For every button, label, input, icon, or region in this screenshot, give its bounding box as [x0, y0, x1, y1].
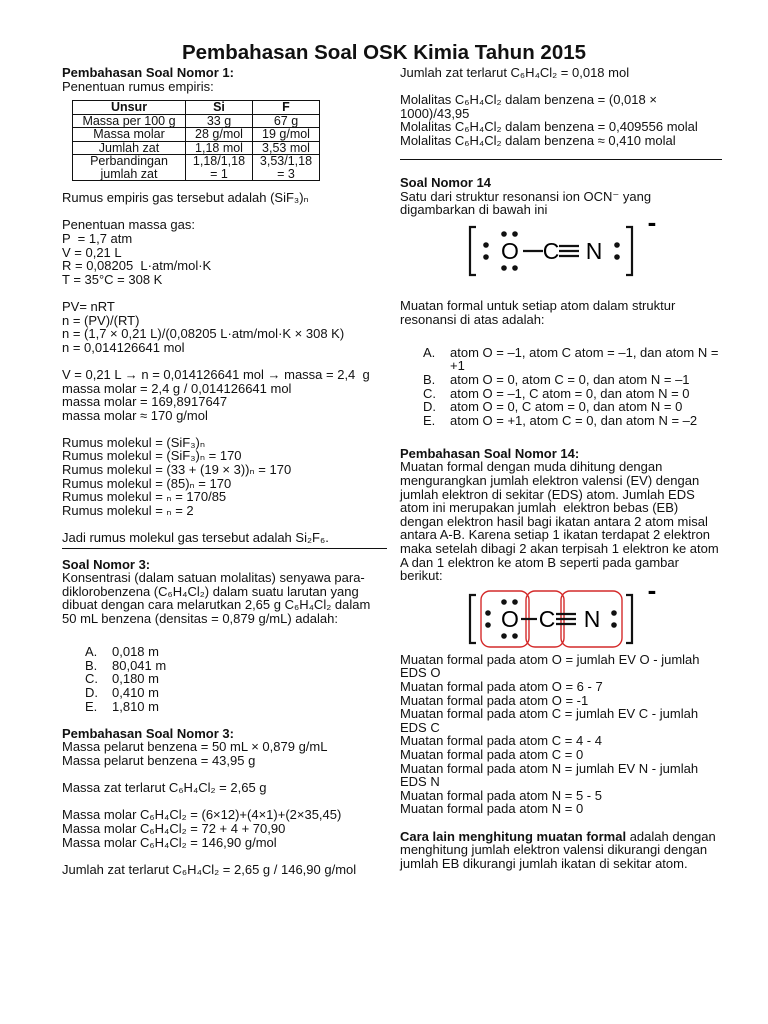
table-header: F [253, 101, 320, 115]
molality-line: Molalitas C₆H₄Cl₂ dalam benzena ≈ 0,410 molal [400, 132, 676, 148]
atom-n: N [583, 605, 601, 632]
molecule-line: Rumus molekul = (33 + (19 × 3))ₙ = 170 [62, 462, 292, 478]
section-divider [62, 548, 387, 549]
left-column [62, 66, 387, 876]
table-row [73, 141, 320, 155]
formal-charge-line: Muatan formal pada atom C = 4 - 4 [400, 733, 602, 749]
charge-sign: - [647, 584, 657, 605]
lewis-structure-boxed [400, 585, 722, 653]
atom-o: O [501, 605, 519, 632]
solution-line: Massa pelarut benzena = 50 mL × 0,879 g/mL [62, 739, 328, 755]
solution-line: Massa zat terlarut C₆H₄Cl₂ = 2,65 g [62, 780, 267, 796]
conclusion-text: Jadi rumus molekul gas tersebut adalah Si₂F₆. [62, 530, 329, 546]
table-header: Si [186, 101, 253, 115]
table-row [73, 114, 320, 128]
heading-pembahasan-14: Pembahasan Soal Nomor 14: [400, 445, 580, 461]
gas-line: R = 0,08205 L·atm/mol·K [62, 258, 212, 274]
gas-line: V = 0,21 L [62, 244, 122, 260]
formal-charge-line: Muatan formal pada atom C = 0 [400, 746, 584, 762]
molecule-line: Rumus molekul = ₙ = 2 [62, 502, 194, 518]
answer-option: A. 0,018 m [85, 644, 159, 660]
table-cell: Jumlah zat [73, 141, 186, 155]
section-divider [400, 159, 722, 160]
table-cell: Massa per 100 g [73, 114, 186, 128]
mass-line: massa molar ≈ 170 g/mol [62, 407, 208, 423]
solution-line: Massa pelarut benzena = 43,95 g [62, 752, 256, 768]
heading-soal-14: Soal Nomor 14 [400, 175, 492, 191]
empirical-formula-text: Rumus empiris gas tersebut adalah (SiF₃)ₙ [62, 190, 309, 206]
heading-pembahasan-3: Pembahasan Soal Nomor 3: [62, 725, 234, 741]
molality-line: Molalitas C₆H₄Cl₂ dalam benzena = (0,018 × 1000)/43,95 [400, 92, 661, 121]
charge-sign: - [647, 216, 657, 237]
table-cell: 3,53 mol [253, 141, 320, 155]
table-cell: 1,18 mol [186, 141, 253, 155]
table-cell: 3,53/1,18 = 3 [253, 155, 320, 181]
table-cell: 19 g/mol [253, 128, 320, 142]
answer-option: B. 80,041 m [85, 657, 167, 673]
atom-n: N [585, 237, 603, 264]
molecule-line: Rumus molekul = (SiF₃)ₙ [62, 434, 206, 450]
calc-line: n = (1,7 × 0,21 L)/(0,08205 L·atm/mol·K × 308 K) [62, 326, 345, 342]
atom-c: C [542, 237, 560, 264]
heading-soal-3: Soal Nomor 3: [62, 556, 151, 572]
table-cell: 67 g [253, 114, 320, 128]
solution-line: Jumlah zat terlarut C₆H₄Cl₂ = 0,018 mol [400, 65, 630, 80]
answer-option: C. 0,180 m [85, 671, 159, 687]
formal-charge-line: Muatan formal pada atom O = jumlah EV O - jumlah EDS O [400, 651, 704, 681]
table-row [73, 128, 320, 142]
alternative-method-text [400, 830, 722, 871]
answer-option: E. atom O = +1, atom C = 0, dan atom N = –2 [423, 412, 698, 428]
table-cell: 28 g/mol [186, 128, 253, 142]
solution-line: Jumlah zat terlarut C₆H₄Cl₂ = 2,65 g / 146,90 g/mol [62, 861, 357, 877]
molecule-line: Rumus molekul = (SiF₃)ₙ = 170 [62, 448, 242, 464]
lewis-structure-ocn [400, 217, 722, 285]
solution-line: Massa molar C₆H₄Cl₂ = 72 + 4 + 70,90 [62, 820, 286, 836]
formal-charge-line: Muatan formal pada atom N = 5 - 5 [400, 787, 602, 803]
question-text: Muatan formal untuk setiap atom dalam struktur resonansi di atas adalah: [400, 297, 679, 327]
table-cell: Massa molar [73, 128, 186, 142]
question-text: Satu dari struktur resonansi ion OCN⁻ yang digambarkan di bawah ini [400, 188, 655, 218]
explanation-text: Muatan formal dengan muda dihitung dengan mengurangkan jumlah elektron valensi (EV) dengan jumlah elektron di sekitar (EDS) atom. Jumlah EDS atom ini merupakan jumlah elektron bebas (EB) dengan elektron hasil bagi ikatan antara 2 atom misal antara A-B. Karena setiap 1 ikatan terdapat 2 elektron maka setelah dibagi 2 akan terpisah 1 elektron ke atom A dan 1 elektron ke atom B seperti pada gambar berikut: [400, 459, 722, 584]
formal-charge-line: Muatan formal pada atom N = jumlah EV N - jumlah EDS N [400, 760, 702, 790]
heading-pembahasan-1: Pembahasan Soal Nomor 1: [62, 65, 234, 80]
formal-charge-line: Muatan formal pada atom N = 0 [400, 801, 584, 817]
table-header: Unsur [73, 101, 186, 115]
answer-option: D. 0,410 m [85, 684, 159, 700]
alternative-method-bold: Cara lain menghitung muatan formal [400, 828, 627, 844]
table-cell: 33 g [186, 114, 253, 128]
atom-c: C [538, 605, 556, 632]
mass-line: massa molar = 2,4 g / 0,014126641 mol [62, 380, 292, 396]
molecule-line: Rumus molekul = (85)ₙ = 170 [62, 475, 232, 491]
calc-line: n = (PV)/(RT) [62, 312, 140, 328]
page-title: Pembahasan Soal OSK Kimia Tahun 2015 [181, 41, 587, 64]
right-column [400, 66, 722, 870]
answer-option: A. atom O = –1, atom C atom = –1, dan atom N = +1 [423, 344, 719, 374]
alternative-method-rest: adalah dengan menghitung jumlah elektron valensi dikurangi dengan jumlah EB dikurangi jumlah ikatan di sekitar atom. [400, 828, 720, 871]
molecule-line: Rumus molekul = ₙ = 170/85 [62, 489, 227, 505]
calc-line: PV= nRT [62, 298, 115, 314]
gas-line: T = 35°C = 308 K [62, 271, 163, 287]
question-text: Konsentrasi (dalam satuan molalitas) senyawa para-diklorobenzena (C₆H₄Cl₂) dalam suatu larutan yang dibuat dengan cara melarutkan 2,65 g C₆H₄Cl₂ dalam 50 mL benzena (densitas = 0,879 g/mL) adalah: [62, 570, 374, 626]
answer-option: C. atom O = –1, C atom = 0, dan atom N = 0 [423, 385, 690, 401]
formal-charge-line: Muatan formal pada atom O = -1 [400, 692, 589, 708]
gas-line: Penentuan massa gas: [62, 217, 195, 233]
gas-line: P = 1,7 atm [62, 230, 133, 246]
table-cell: Perbandingan jumlah zat [73, 155, 186, 181]
mass-line: massa molar = 169,8917647 [62, 394, 228, 410]
answer-option: D. atom O = 0, C atom = 0, dan atom N = 0 [423, 399, 683, 415]
table-row [73, 155, 320, 181]
molality-line: Molalitas C₆H₄Cl₂ dalam benzena = 0,409556 molal [400, 119, 698, 135]
calc-line: n = 0,014126641 mol [62, 339, 185, 355]
answer-option: B. atom O = 0, atom C = 0, dan atom N = –1 [423, 371, 690, 387]
atom-o: O [501, 237, 519, 264]
formal-charge-line: Muatan formal pada atom O = 6 - 7 [400, 679, 603, 694]
answer-option: E. 1,810 m [85, 698, 159, 714]
table-header-row [73, 101, 320, 115]
table-cell: 1,18/1,18 = 1 [186, 155, 253, 181]
intro-text: Penentuan rumus empiris: [62, 78, 214, 94]
formal-charge-line: Muatan formal pada atom C = jumlah EV C - jumlah EDS C [400, 706, 702, 735]
solution-line: Massa molar C₆H₄Cl₂ = (6×12)+(4×1)+(2×35,45) [62, 807, 342, 823]
mass-line: V = 0,21 L → n = 0,014126641 mol → massa = 2,4 g [62, 366, 370, 382]
empirical-table [72, 100, 320, 181]
solution-line: Massa molar C₆H₄Cl₂ = 146,90 g/mol [62, 834, 277, 850]
